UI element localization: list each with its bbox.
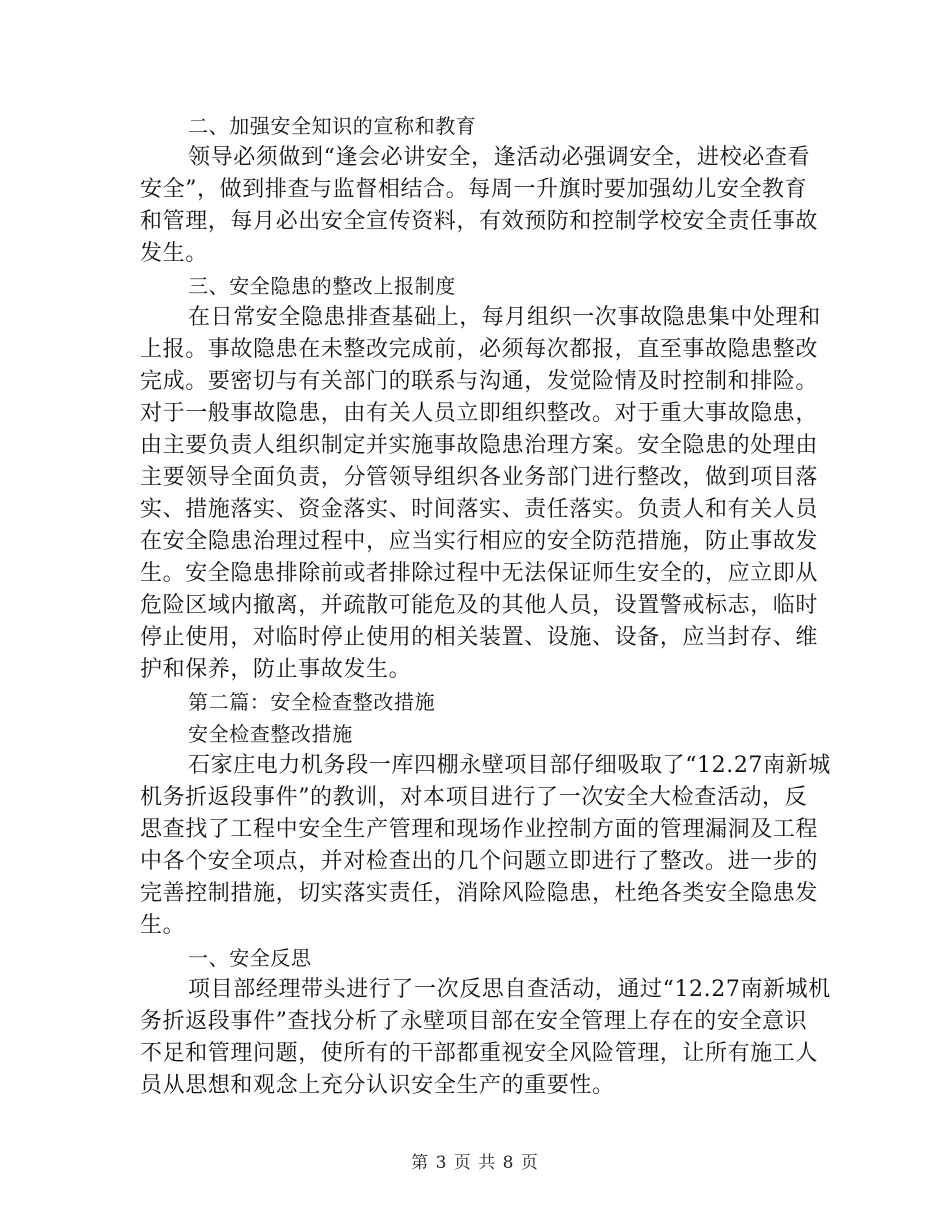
paragraph-line: 机务折返段事件”的教训，对本项目进行了一次安全大检查活动，反 [140, 785, 808, 810]
paragraph-line: 生。安全隐患排除前或者排除过程中无法保证师生安全的，应立即从 [140, 561, 819, 586]
paragraph-line: 护和保养，防止事故发生。 [140, 657, 412, 682]
section-heading: 二、加强安全知识的宣称和教育 [188, 114, 477, 138]
paragraph-line: 实、措施落实、资金落实、时间落实、责任落实。负责人和有关人员 [140, 497, 819, 522]
paragraph-line: 思查找了工程中安全生产管理和现场作业控制方面的管理漏洞及工程 [140, 817, 819, 842]
paragraph-line: 安全”，做到排查与监督相结合。每周一升旗时要加强幼儿安全教育 [140, 177, 808, 202]
paragraph-line: 上报。事故隐患在未整改完成前，必须每次都报，直至事故隐患整改 [140, 337, 819, 362]
paragraph-line: 停止使用，对临时停止使用的相关装置、设施、设备，应当封存、维 [140, 625, 819, 650]
section-heading: 安全检查整改措施 [188, 722, 353, 746]
paragraph-line: 和管理，每月必出安全宣传资料，有效预防和控制学校安全责任事故 [140, 209, 819, 234]
paragraph-line: 完善控制措施，切实落实责任，消除风险隐患，杜绝各类安全隐患发 [140, 881, 819, 906]
paragraph-line: 危险区域内撤离，并疏散可能危及的其他人员，设置警戒标志，临时 [140, 593, 819, 618]
paragraph-line: 领导必须做到“逢会必讲安全，逢活动必强调安全，进校必查看 [188, 145, 811, 170]
paragraph-line: 中各个安全项点，并对检查出的几个问题立即进行了整改。进一步的 [140, 849, 819, 874]
section-heading: 第二篇：安全检查整改措施 [188, 690, 436, 714]
paragraph-line: 主要领导全面负责，分管领导组织各业务部门进行整改，做到项目落 [140, 465, 819, 490]
paragraph-line: 发生。 [140, 241, 208, 266]
paragraph-line: 不足和管理问题，使所有的干部都重视安全风险管理，让所有施工人 [140, 1041, 819, 1066]
paragraph-line: 在日常安全隐患排查基础上，每月组织一次事故隐患集中处理和 [188, 305, 821, 330]
paragraph-line: 对于一般事故隐患，由有关人员立即组织整改。对于重大事故隐患， [140, 401, 819, 426]
paragraph-line: 由主要负责人组织制定并实施事故隐患治理方案。安全隐患的处理由 [140, 433, 819, 458]
paragraph-line: 员从思想和观念上充分认识安全生产的重要性。 [140, 1073, 615, 1098]
paragraph-line: 石家庄电力机务段一库四棚永壁项目部仔细吸取了“12.27南新城 [188, 753, 831, 778]
paragraph-line: 生。 [140, 913, 186, 938]
document-body [140, 110, 831, 1102]
paragraph-line: 项目部经理带头进行了一次反思自查活动，通过“12.27南新城机 [188, 977, 831, 1002]
page-number-footer: 第 3 页 共 8 页 [411, 1153, 539, 1173]
paragraph-line: 务折返段事件”查找分析了永壁项目部在安全管理上存在的安全意识 [140, 1009, 808, 1034]
paragraph-line: 完成。要密切与有关部门的联系与沟通，发觉险情及时控制和排险。 [140, 369, 819, 394]
paragraph-line: 在安全隐患治理过程中，应当实行相应的安全防范措施，防止事故发 [140, 529, 819, 554]
section-heading: 一、安全反思 [188, 946, 312, 970]
section-heading: 三、安全隐患的整改上报制度 [188, 274, 456, 298]
